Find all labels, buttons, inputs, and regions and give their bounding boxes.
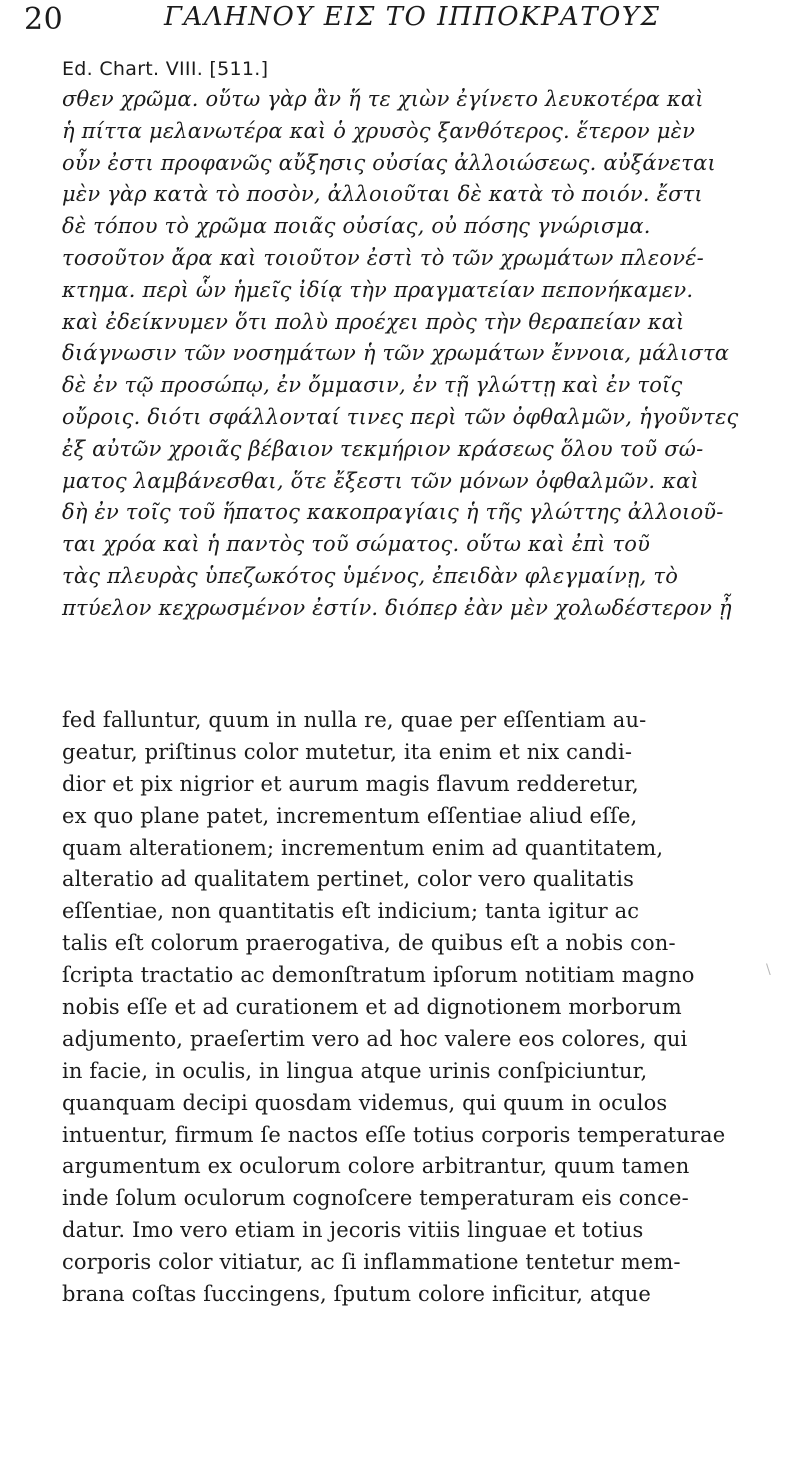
- running-head: ΓΑΛΗΝΟΥ ΕΙΣ ΤΟ ΙΠΠΟΚΡΑΤΟΥΣ: [164, 2, 661, 32]
- latin-line: quam alterationem; incrementum enim ad quantitatem,: [62, 835, 664, 860]
- latin-line: ſcripta tractatio ac demonſtratum ipſorum notitiam magno: [62, 963, 695, 988]
- greek-line: δὲ τόπου τὸ χρῶμα ποιᾶς οὐσίας, οὐ πόσης γνώρισμα.: [62, 214, 651, 239]
- greek-line: δὴ ἐν τοῖς τοῦ ἥπατος κακοπραγίαις ἡ τῆς γλώττης ἀλλοιοῦ-: [62, 500, 724, 525]
- greek-line: οὔροις. διότι σφάλλονταί τινες περὶ τῶν ὀφθαλμῶν, ἡγοῦντες: [62, 404, 739, 429]
- latin-line: brana coſtas ſuccingens, ſputum colore inficitur, atque: [62, 1282, 651, 1307]
- greek-line: τὰς πλευρὰς ὑπεζωκότος ὑμένος, ἐπειδὰν φλεγμαίνῃ, τὸ: [62, 563, 679, 588]
- latin-line: eſſentiae, non quantitatis eſt indicium; tanta igitur ac: [62, 899, 640, 924]
- edition-reference: Ed. Chart. VIII. [511.]: [62, 58, 269, 80]
- greek-line: ἐξ αὐτῶν χροιᾶς βέβαιον τεκμήριον κράσεως ὅλου τοῦ σώ-: [62, 436, 704, 461]
- greek-line: δὲ ἐν τῷ προσώπῳ, ἐν ὄμμασιν, ἐν τῇ γλώττῃ καὶ ἐν τοῖς: [62, 373, 683, 398]
- latin-line: datur. Imo vero etiam in jecoris vitiis linguae et totius: [62, 1218, 644, 1243]
- greek-line: οὖν ἐστι προφανῶς αὔξησις οὐσίας ἀλλοιώσεως. αὐξάνεται: [62, 150, 716, 175]
- greek-line: πτύελον κεχρωσμένον ἐστίν. διόπερ ἐὰν μὲν χολωδέστερον ᾖ: [62, 595, 732, 620]
- greek-line: μὲν γὰρ κατὰ τὸ ποσὸν, ἀλλοιοῦται δὲ κατὰ τὸ ποιόν. ἔστι: [62, 182, 703, 207]
- greek-text-block: [62, 84, 762, 625]
- greek-line: κτημα. περὶ ὧν ἡμεῖς ἰδίᾳ τὴν πραγματείαν πεπονήκαμεν.: [62, 277, 694, 302]
- latin-line: nobis eſſe et ad curationem et ad dignotionem morborum: [62, 995, 682, 1020]
- latin-line: quanquam decipi quosdam videmus, qui quum in oculos: [62, 1090, 668, 1115]
- greek-line: καὶ ἐδείκνυμεν ὅτι πολὺ προέχει πρὸς τὴν θεραπείαν καὶ: [62, 309, 685, 334]
- greek-line: τοσοῦτον ἄρα καὶ τοιοῦτον ἐστὶ τὸ τῶν χρωμάτων πλεονέ-: [62, 245, 704, 270]
- greek-line: ματος λαμβάνεσθαι, ὅτε ἔξεστι τῶν μόνων ὀφθαλμῶν. καὶ: [62, 468, 699, 493]
- latin-line: alteratio ad qualitatem pertinet, color vero qualitatis: [62, 867, 635, 892]
- page-number: 20: [24, 2, 64, 37]
- latin-line: ex quo plane patet, incrementum eſſentiae aliud eſſe,: [62, 803, 638, 828]
- latin-line: inde ſolum oculorum cognoſcere temperaturam eis conce-: [62, 1186, 689, 1211]
- greek-line: διάγνωσιν τῶν νοσημάτων ἡ τῶν χρωμάτων ἔννοια, μάλιστα: [62, 341, 730, 366]
- greek-line: ται χρόα καὶ ἡ παντὸς τοῦ σώματος. οὕτω καὶ ἐπὶ τοῦ: [62, 532, 651, 557]
- latin-line: corporis color vitiatur, ac ſi inflammatione tentetur mem-: [62, 1250, 681, 1275]
- latin-line: geatur, priſtinus color mutetur, ita enim et nix candi-: [62, 739, 633, 764]
- greek-line: σθεν χρῶμα. οὕτω γὰρ ἂν ἥ τε χιὼν ἐγίνετο λευκοτέρα καὶ: [62, 87, 704, 111]
- latin-line: talis eſt colorum praerogativa, de quibus eſt a nobis con-: [62, 931, 676, 956]
- latin-line: fed falluntur, quum in nulla re, quae per eſſentiam au-: [62, 708, 647, 732]
- latin-line: adjumento, praeſertim vero ad hoc valere eos colores, qui: [62, 1026, 688, 1051]
- greek-line: ἡ πίττα μελανωτέρα καὶ ὁ χρυσὸς ξανθότερος. ἕτερον μὲν: [62, 118, 696, 143]
- page-header: [24, 2, 754, 58]
- latin-line: argumentum ex oculorum colore arbitrantur, quum tamen: [62, 1154, 690, 1179]
- latin-line: in facie, in oculis, in lingua atque urinis conſpiciuntur,: [62, 1058, 648, 1083]
- latin-text-block: [62, 705, 762, 1311]
- latin-line: dior et pix nigrior et aurum magis flavum redderetur,: [62, 771, 639, 796]
- margin-mark: \: [766, 962, 771, 978]
- latin-line: intuentur, firmum ſe nactos eſſe totius corporis temperaturae: [62, 1122, 726, 1147]
